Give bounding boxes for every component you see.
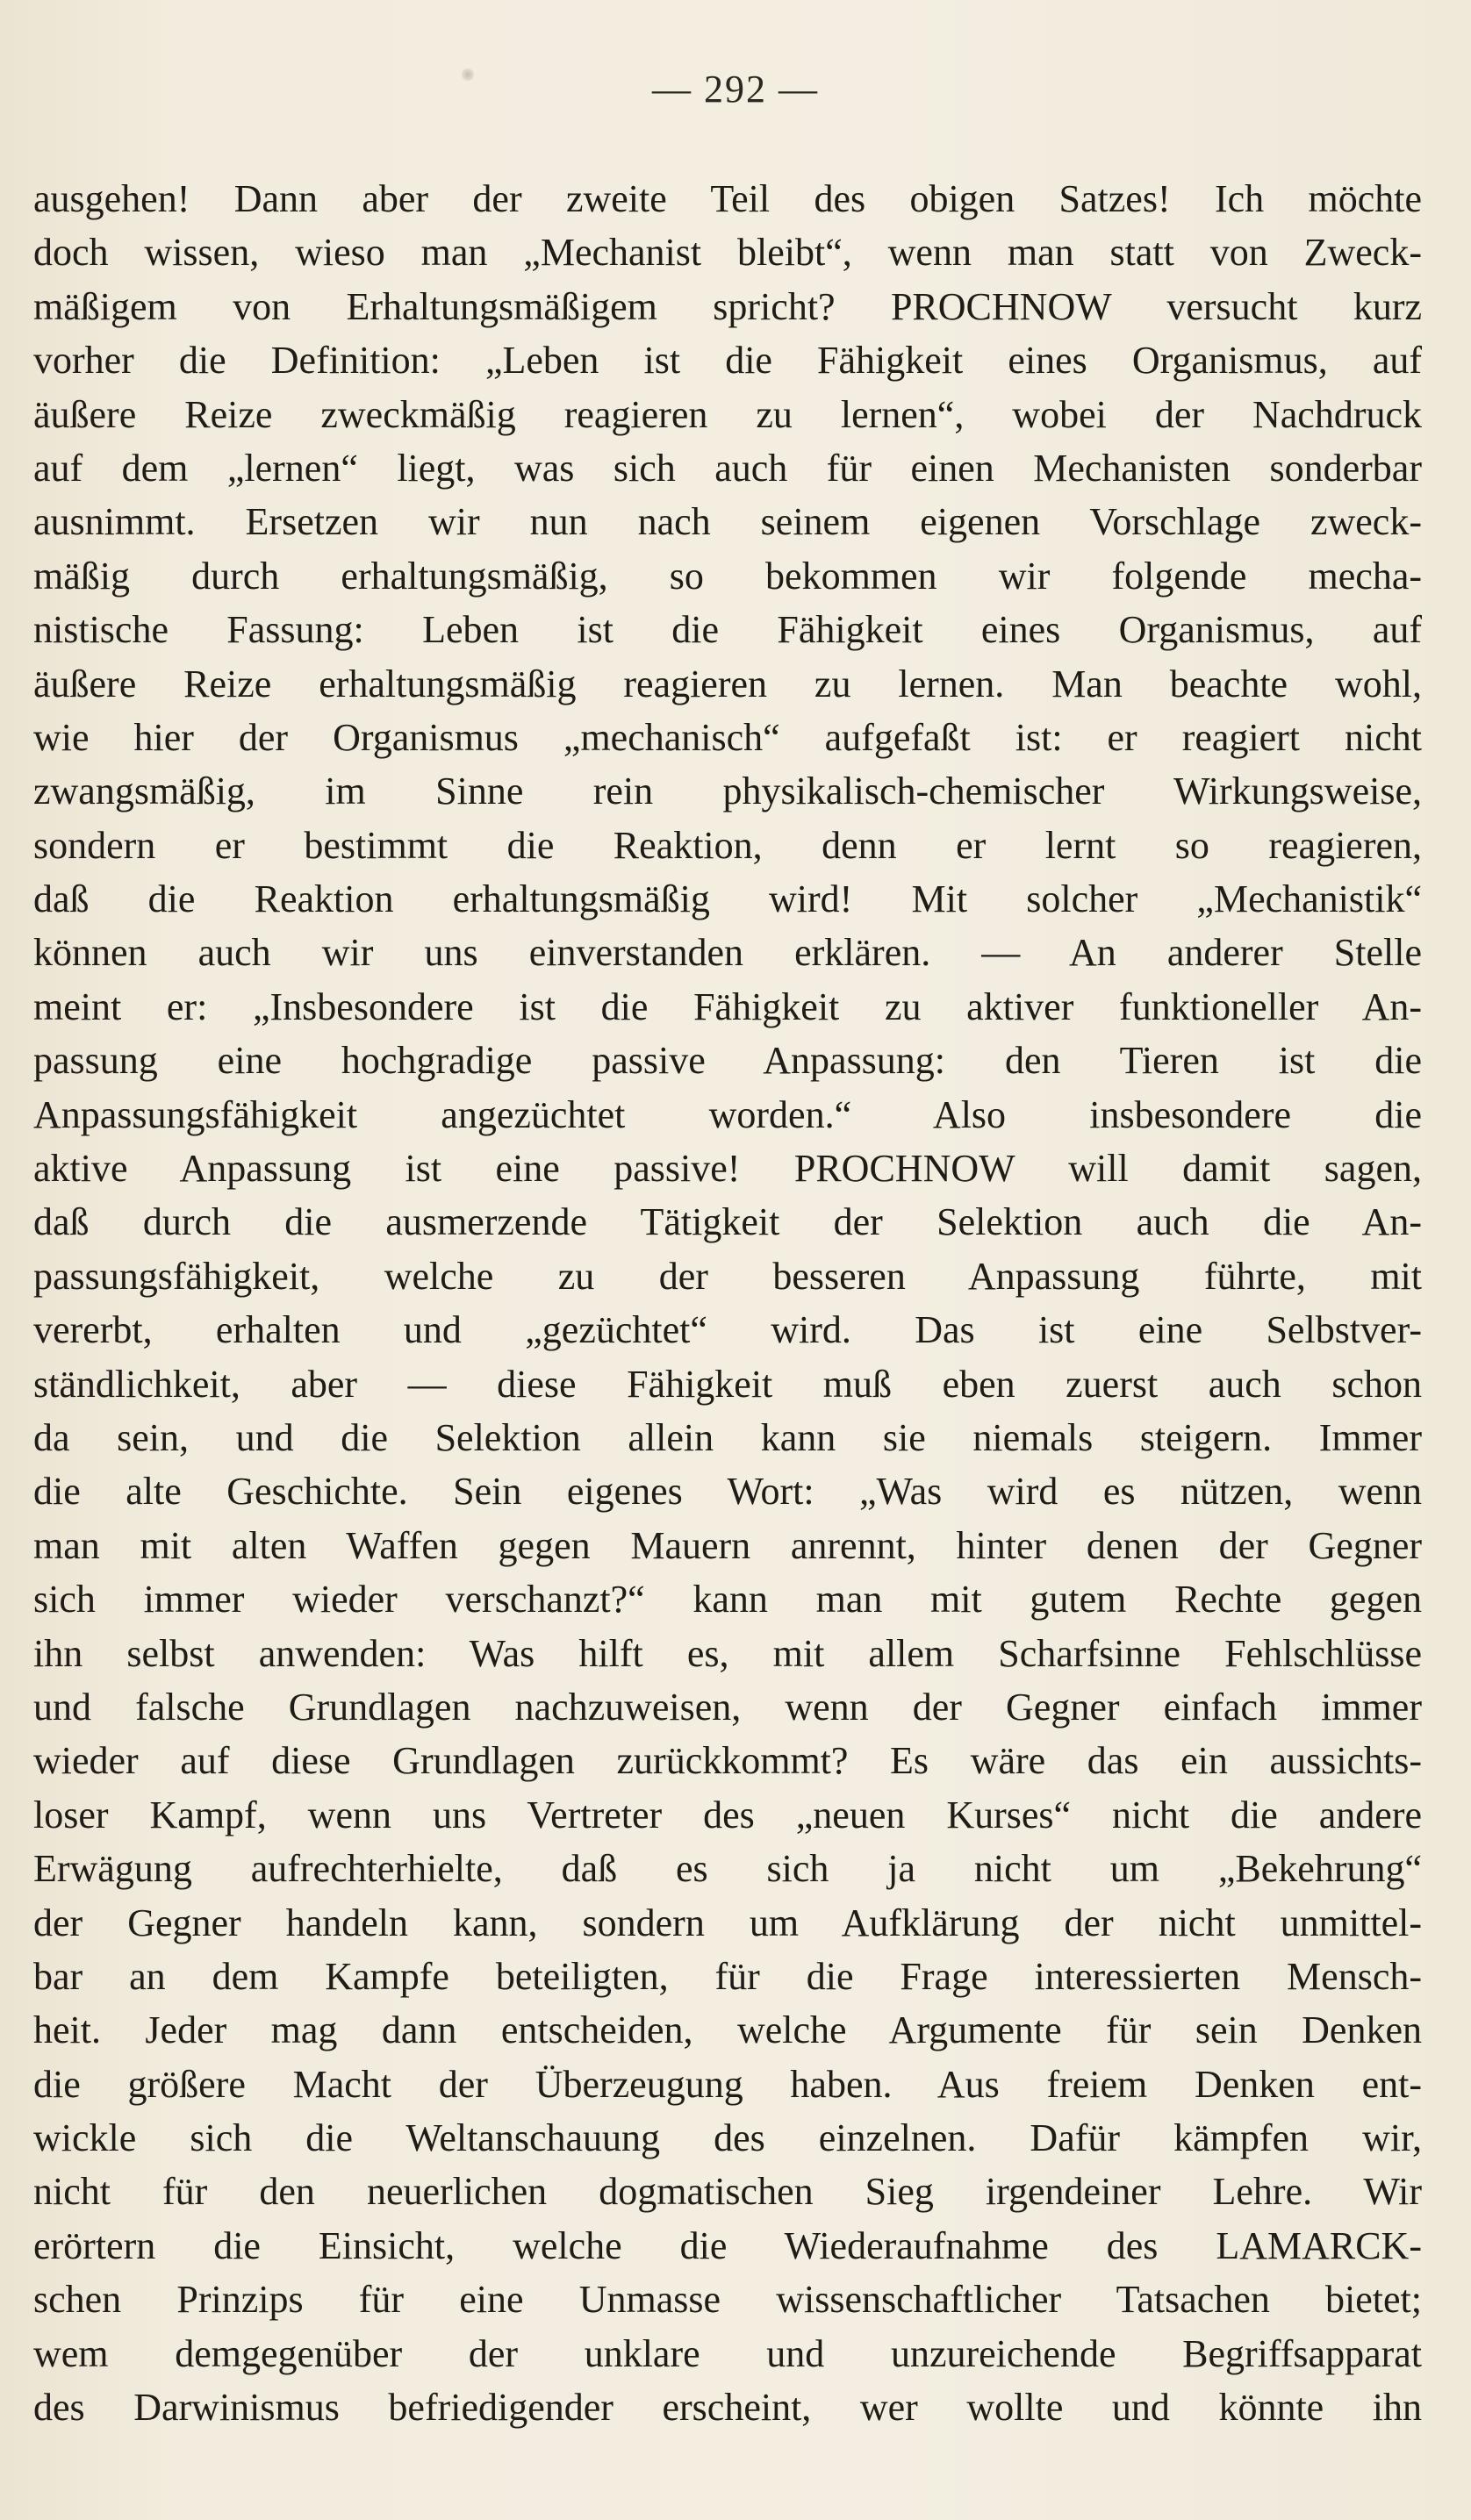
text-line: wickle sich die Weltanschauung des einzelnen. Dafür kämpfen wir, xyxy=(33,2116,1422,2160)
text-line: daß durch die ausmerzende Tätigkeit der Selektion auch die An- xyxy=(33,1200,1422,1244)
text-line: sich immer wieder verschanzt?“ kann man mit gutem Rechte gegen xyxy=(33,1578,1422,1622)
text-line: wie hier der Organismus „mechanisch“ aufgefaßt ist: er reagiert nicht xyxy=(33,715,1422,759)
text-line: passung eine hochgradige passive Anpassung: den Tieren ist die xyxy=(33,1039,1422,1083)
text-line: mäßig durch erhaltungsmäßig, so bekommen wir folgende mecha- xyxy=(33,554,1422,598)
text-line: meint er: „Insbesondere ist die Fähigkeit zu aktiver funktioneller An- xyxy=(33,984,1422,1028)
text-line: erörtern die Einsicht, welche die Wiederaufnahme des LAMARCK- xyxy=(33,2223,1422,2267)
text-line: und falsche Grundlagen nachzuweisen, wenn der Gegner einfach immer xyxy=(33,1685,1422,1729)
text-line: loser Kampf, wenn uns Vertreter des „neuen Kurses“ nicht die andere xyxy=(33,1793,1422,1836)
text-line: auf dem „lernen“ liegt, was sich auch für einen Mechanisten sonderbar xyxy=(33,446,1422,490)
text-line: ständlichkeit, aber — diese Fähigkeit muß eben zuerst auch schon xyxy=(33,1362,1422,1406)
text-line: der Gegner handeln kann, sondern um Aufklärung der nicht unmittel- xyxy=(33,1901,1422,1944)
text-line: da sein, und die Selektion allein kann sie niemals steigern. Immer xyxy=(33,1415,1422,1459)
text-line: die alte Geschichte. Sein eigenes Wort: „Was wird es nützen, wenn xyxy=(33,1470,1422,1514)
text-line: ihn selbst anwenden: Was hilft es, mit allem Scharfsinne Fehlschlüsse xyxy=(33,1631,1422,1675)
text-line: passungsfähigkeit, welche zu der besseren Anpassung führte, mit xyxy=(33,1254,1422,1298)
text-line: mäßigem von Erhaltungsmäßigem spricht? PROCHNOW versucht kurz xyxy=(33,284,1422,328)
text-line: vorher die Definition: „Leben ist die Fähigkeit eines Organismus, auf xyxy=(33,339,1422,383)
page-number: — 292 — xyxy=(652,68,819,111)
text-line: wieder auf diese Grundlagen zurückkommt? Es wäre das ein aussichts- xyxy=(33,1739,1422,1783)
text-line: ausgehen! Dann aber der zweite Teil des obigen Satzes! Ich möchte xyxy=(33,177,1422,220)
text-line: Anpassungsfähigkeit angezüchtet worden.“ Also insbesondere die xyxy=(33,1092,1422,1136)
text-line: äußere Reize zweckmäßig reagieren zu lernen“, wobei der Nachdruck xyxy=(33,392,1422,436)
text-line: bar an dem Kampfe beteiligten, für die Frage interessierten Mensch- xyxy=(33,1954,1422,1998)
text-line: die größere Macht der Überzeugung haben. Aus freiem Denken ent- xyxy=(33,2062,1422,2106)
text-line: heit. Jeder mag dann entscheiden, welche Argumente für sein Denken xyxy=(33,2008,1422,2052)
text-line: nistische Fassung: Leben ist die Fähigkeit eines Organismus, auf xyxy=(33,608,1422,652)
text-line: sondern er bestimmt die Reaktion, denn er lernt so reagieren, xyxy=(33,823,1422,867)
text-line: wem demgegenüber der unklare und unzureichende Begriffsapparat xyxy=(33,2331,1422,2375)
text-line: daß die Reaktion erhaltungsmäßig wird! Mit solcher „Mechanistik“ xyxy=(33,877,1422,921)
text-line: Erwägung aufrechterhielte, daß es sich ja nicht um „Bekehrung“ xyxy=(33,1847,1422,1891)
text-line: äußere Reize erhaltungsmäßig reagieren zu lernen. Man beachte wohl, xyxy=(33,662,1422,705)
text-line: doch wissen, wieso man „Mechanist bleibt“, wenn man statt von Zweck- xyxy=(33,231,1422,275)
text-line: schen Prinzips für eine Unmasse wissenschaftlicher Tatsachen bietet; xyxy=(33,2278,1422,2322)
text-line: man mit alten Waffen gegen Mauern anrennt, hinter denen der Gegner xyxy=(33,1523,1422,1567)
text-line: vererbt, erhalten und „gezüchtet“ wird. Das ist eine Selbstver- xyxy=(33,1308,1422,1352)
text-line: können auch wir uns einverstanden erklären. — An anderer Stelle xyxy=(33,931,1422,975)
text-line: aktive Anpassung ist eine passive! PROCHNOW will damit sagen, xyxy=(33,1147,1422,1191)
body-text xyxy=(33,172,1422,2434)
text-line: ausnimmt. Ersetzen wir nun nach seinem eigenen Vorschlage zweck- xyxy=(33,500,1422,544)
text-line: nicht für den neuerlichen dogmatischen Sieg irgendeiner Lehre. Wir xyxy=(33,2170,1422,2214)
text-line: des Darwinismus befriedigender erscheint, wer wollte und könnte ihn xyxy=(33,2386,1422,2430)
text-line: zwangsmäßig, im Sinne rein physikalisch-chemischer Wirkungsweise, xyxy=(33,770,1422,813)
